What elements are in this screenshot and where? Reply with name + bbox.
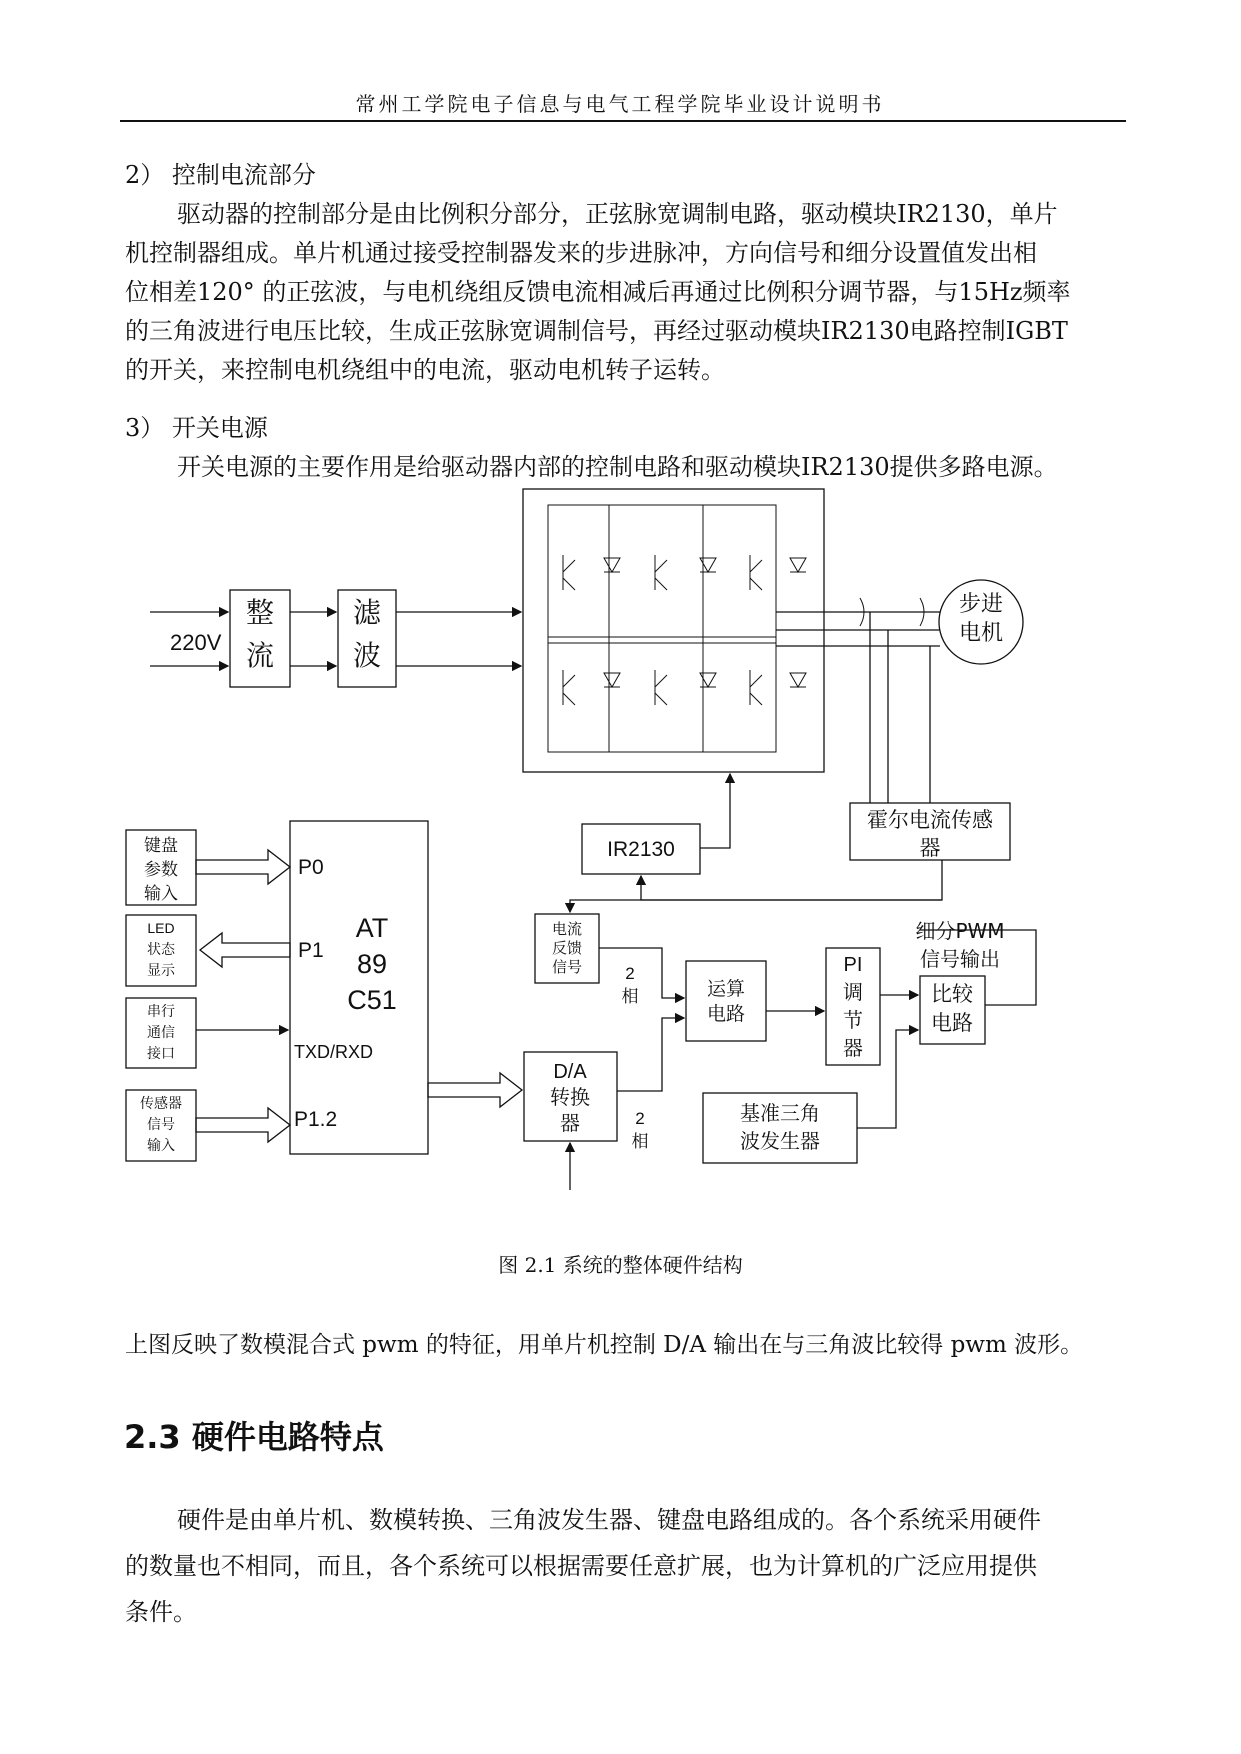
phase-b-label-2: 相 <box>631 1132 649 1152</box>
filter-label-1: 滤 <box>352 596 382 629</box>
p1-arrow <box>200 933 290 967</box>
dac-label-2: 转换 <box>550 1085 590 1109</box>
port-p1-2: P1.2 <box>294 1108 338 1131</box>
ctrl-para-line-1: 驱动器的控制部分是由比例积分部分，正弦脉宽调制电路，驱动模块IR2130，单片 <box>177 200 1058 228</box>
hall-label-1: 霍尔电流传感 <box>867 808 993 832</box>
adder-box <box>686 961 766 1041</box>
led-label-3: 显示 <box>147 963 175 979</box>
hw-para-line-2: 的数量也不相同，而且，各个系统可以根据需要任意扩展，也为计算机的广泛应用提供 <box>125 1552 1037 1580</box>
motor-label-1: 步进 <box>958 592 1004 617</box>
port-p0: P0 <box>298 856 324 879</box>
adder-label-2: 电路 <box>706 1003 746 1025</box>
sensor-label-3: 输入 <box>147 1138 175 1154</box>
comparator-label-1: 比较 <box>931 982 973 1006</box>
adder-label-1: 运算 <box>706 978 746 1000</box>
pwm-out-label-1: 细分PWM <box>915 919 1005 943</box>
ctrl-para-line-5: 的开关，来控制电机绕组中的电流，驱动电机转子运转。 <box>125 356 725 384</box>
led-label-1: LED <box>147 920 175 936</box>
triangle-label-2: 波发生器 <box>740 1129 820 1153</box>
sensor-label-2: 信号 <box>147 1117 175 1133</box>
ctrl-para-line-2: 机控制器组成。单片机通过接受控制器发来的步进脉冲，方向信号和细分设置值发出相 <box>125 239 1037 267</box>
feedback-label-2: 反馈 <box>551 939 583 957</box>
p12-arrow <box>196 1108 290 1142</box>
ctrl-para-line-4: 的三角波进行电压比较，生成正弦脉宽调制信号，再经过驱动模块IR2130电路控制IGBT <box>125 317 1068 345</box>
p0-arrow <box>196 850 290 884</box>
hw-para-line-1: 硬件是由单片机、数模转换、三角波发生器、键盘电路组成的。各个系统采用硬件 <box>177 1506 1041 1534</box>
hall-label-2: 器 <box>919 836 941 860</box>
section-3-title: 3） 开关电源 <box>125 414 268 442</box>
pi-label-2: 调 <box>843 980 863 1004</box>
mcu-label-2: 89 <box>356 949 388 979</box>
triangle-label-1: 基准三角 <box>740 1101 820 1125</box>
comparator-label-2: 电路 <box>931 1011 973 1035</box>
pi-label-1: PI <box>843 954 863 976</box>
summary-para: 上图反映了数模混合式 pwm 的特征，用单片机控制 D/A 输出在与三角波比较得 pwm 波形。 <box>125 1332 1084 1358</box>
pi-label-4: 器 <box>843 1036 863 1060</box>
mcu-label-3: C51 <box>347 985 397 1015</box>
keyboard-label-2: 参数 <box>144 860 178 880</box>
ctrl-para-line-3: 位相差120° 的正弦波，与电机绕组反馈电流相减后再通过比例积分调节器，与15Hz频率 <box>125 278 1071 306</box>
serial-label-1: 串行 <box>147 1004 175 1020</box>
port-txd-rxd: TXD/RXD <box>294 1042 374 1062</box>
phase-a-label-1: 2 <box>625 964 635 983</box>
port-p1: P1 <box>298 939 324 962</box>
motor-label-2: 电机 <box>958 621 1004 646</box>
rectifier-label-1: 整 <box>245 596 275 629</box>
page-header: 常州工学院电子信息与电气工程学院毕业设计说明书 <box>355 92 885 116</box>
hw-para-line-3: 条件。 <box>125 1598 197 1626</box>
mcu-label-1: AT <box>355 913 389 943</box>
bridge-inner-frame <box>548 505 776 752</box>
rectifier-label-2: 流 <box>245 639 275 672</box>
filter-label-2: 波 <box>352 639 382 672</box>
label-220v: 220V <box>170 630 222 655</box>
serial-label-3: 接口 <box>147 1046 175 1062</box>
figure-caption: 图 2.1 系统的整体硬件结构 <box>498 1253 743 1277</box>
sensor-label-1: 传感器 <box>140 1096 182 1112</box>
dac-label-1: D/A <box>553 1061 587 1083</box>
keyboard-label-3: 输入 <box>144 884 178 904</box>
feedback-label-3: 信号 <box>551 958 583 976</box>
section-2-title: 2） 控制电流部分 <box>125 161 316 189</box>
phase-a-label-2: 相 <box>621 987 639 1007</box>
serial-label-2: 通信 <box>147 1025 175 1041</box>
ir2130-label: IR2130 <box>607 838 675 861</box>
dac-label-3: 器 <box>560 1111 580 1135</box>
phase-b-label-1: 2 <box>635 1109 645 1128</box>
feedback-label-1: 电流 <box>551 920 583 938</box>
dac-input-arrow <box>428 1073 522 1107</box>
keyboard-label-1: 键盘 <box>144 836 178 856</box>
pwm-out-label-2: 信号输出 <box>920 947 1000 971</box>
pi-label-3: 节 <box>843 1008 863 1032</box>
led-label-2: 状态 <box>147 942 175 958</box>
power-para: 开关电源的主要作用是给驱动器内部的控制电路和驱动模块IR2130提供多路电源。 <box>177 453 1058 481</box>
heading-2-3: 2.3 硬件电路特点 <box>124 1418 384 1456</box>
